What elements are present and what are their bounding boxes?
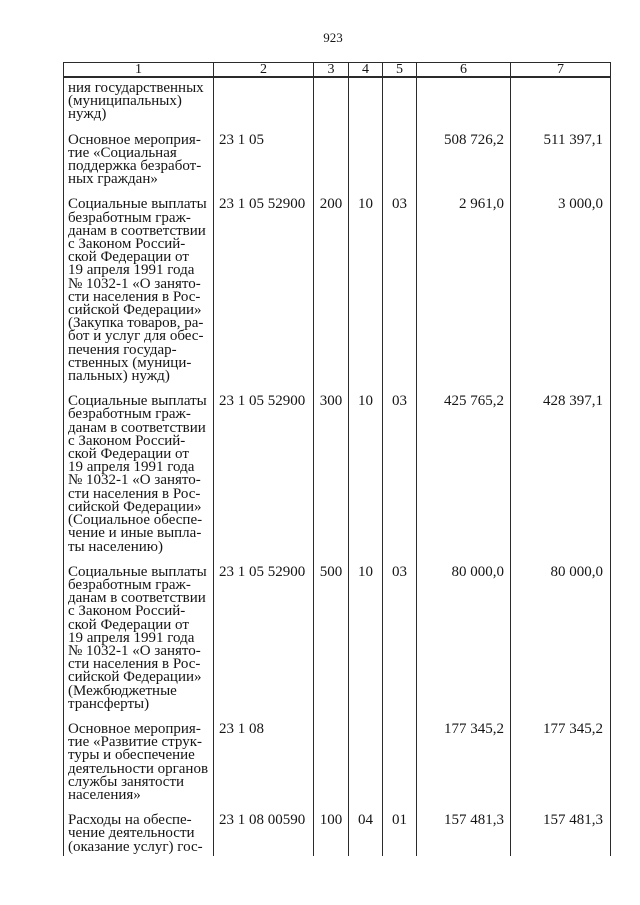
table-row (64, 77, 611, 134)
column-3-cell: 300 (314, 395, 349, 565)
code-cell: 23 1 08 00590 (214, 814, 314, 856)
column-5-cell: 03 (383, 198, 417, 395)
code-cell (214, 77, 314, 134)
table-body (64, 77, 611, 856)
item-name-cell: Основное мероприя- тие «Социальная поддержка безработ- ных граждан» (64, 134, 214, 199)
column-4-cell: 10 (349, 566, 383, 723)
column-5-cell: 01 (383, 814, 417, 856)
table-row (64, 723, 611, 814)
amount-column-7-cell (511, 77, 611, 134)
column-4-cell: 10 (349, 198, 383, 395)
amount-column-6-cell: 80 000,0 (417, 566, 511, 723)
item-name-cell: ния государственных (муниципальных) нужд) (64, 77, 214, 134)
column-4-cell (349, 77, 383, 134)
amount-column-6-cell (417, 77, 511, 134)
code-cell: 23 1 05 (214, 134, 314, 199)
table-row (64, 566, 611, 723)
budget-table (63, 62, 611, 856)
column-number: 1 (64, 63, 214, 78)
code-cell: 23 1 05 52900 (214, 198, 314, 395)
column-5-cell (383, 134, 417, 199)
table-row (64, 198, 611, 395)
column-number: 3 (314, 63, 349, 78)
item-name-cell: Социальные выплаты безработным граж- данам в соответствии с Законом Россий- ской Федерации от 19 апреля 1991 года № 1032-1 «О занято- сти населения в Рос- сийской Федерации» (Социальное обеспе- чение и иные выпла- ты населению) (64, 395, 214, 565)
column-number: 4 (349, 63, 383, 78)
table-row (64, 134, 611, 199)
column-3-cell: 100 (314, 814, 349, 856)
column-number: 6 (417, 63, 511, 78)
column-number: 2 (214, 63, 314, 78)
column-number-header (64, 63, 611, 78)
column-3-cell (314, 77, 349, 134)
column-number-row (64, 63, 611, 78)
amount-column-7-cell: 3 000,0 (511, 198, 611, 395)
column-4-cell (349, 723, 383, 814)
item-name-cell: Социальные выплаты безработным граж- данам в соответствии с Законом Россий- ской Федерации от 19 апреля 1991 года № 1032-1 «О занято- сти населения в Рос- сийской Федерации» (Закупка товаров, ра- бот и услуг для обес- печения государ- ственных (муници- пальных) нужд) (64, 198, 214, 395)
column-4-cell: 10 (349, 395, 383, 565)
table-row (64, 814, 611, 856)
column-3-cell: 200 (314, 198, 349, 395)
amount-column-7-cell: 157 481,3 (511, 814, 611, 856)
column-number: 5 (383, 63, 417, 78)
amount-column-6-cell: 2 961,0 (417, 198, 511, 395)
column-5-cell: 03 (383, 566, 417, 723)
page-number: 923 (323, 30, 343, 45)
column-4-cell: 04 (349, 814, 383, 856)
amount-column-6-cell: 157 481,3 (417, 814, 511, 856)
amount-column-6-cell: 177 345,2 (417, 723, 511, 814)
column-4-cell (349, 134, 383, 199)
code-cell: 23 1 05 52900 (214, 395, 314, 565)
amount-column-7-cell: 80 000,0 (511, 566, 611, 723)
amount-column-7-cell: 428 397,1 (511, 395, 611, 565)
item-name-cell: Основное мероприя- тие «Развитие струк- туры и обеспечение деятельности органов службы занятости населения» (64, 723, 214, 814)
item-name-cell: Социальные выплаты безработным граж- данам в соответствии с Законом Россий- ской Федерации от 19 апреля 1991 года № 1032-1 «О занято- сти населения в Рос- сийской Федерации» (Межбюджетные трансферты) (64, 566, 214, 723)
column-5-cell (383, 723, 417, 814)
amount-column-6-cell: 508 726,2 (417, 134, 511, 199)
column-5-cell (383, 77, 417, 134)
column-3-cell: 500 (314, 566, 349, 723)
code-cell: 23 1 05 52900 (214, 566, 314, 723)
column-3-cell (314, 134, 349, 199)
code-cell: 23 1 08 (214, 723, 314, 814)
amount-column-7-cell: 511 397,1 (511, 134, 611, 199)
column-3-cell (314, 723, 349, 814)
column-5-cell: 03 (383, 395, 417, 565)
amount-column-6-cell: 425 765,2 (417, 395, 511, 565)
column-number: 7 (511, 63, 611, 78)
item-name-cell: Расходы на обеспе- чение деятельности (оказание услуг) гос- (64, 814, 214, 856)
amount-column-7-cell: 177 345,2 (511, 723, 611, 814)
table-row (64, 395, 611, 565)
